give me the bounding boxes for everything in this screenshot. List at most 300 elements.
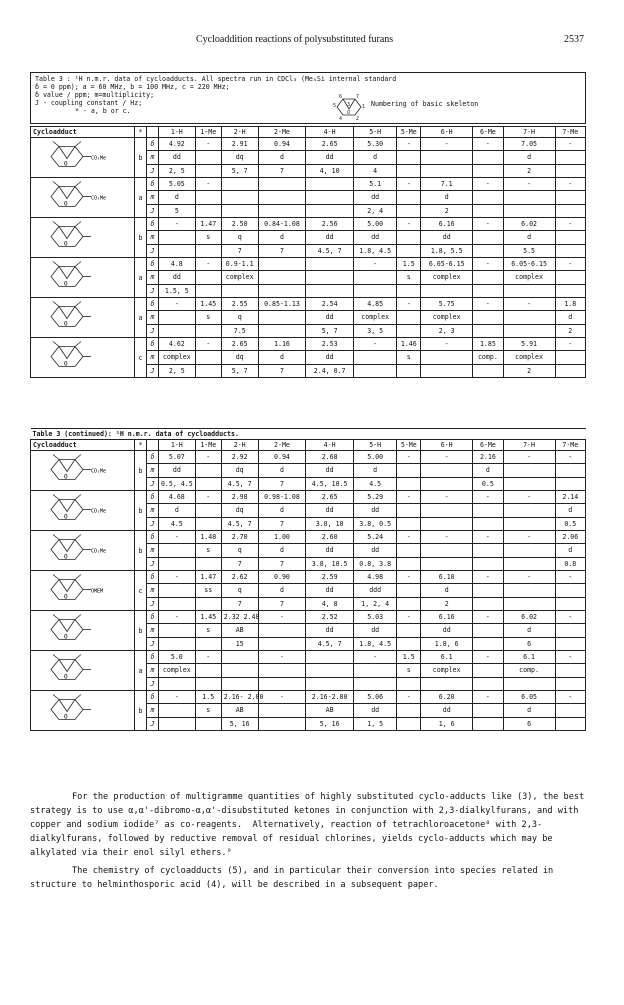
parameter-symbol: J xyxy=(146,477,158,490)
table-cell xyxy=(158,584,195,597)
table-cell: - xyxy=(353,651,396,664)
table-cell: - xyxy=(503,531,555,544)
caption-line: J - coupling constant / Hz; xyxy=(35,99,143,107)
table-cell xyxy=(473,677,503,690)
column-header xyxy=(146,127,158,138)
cycloadduct-structure-icon xyxy=(31,691,125,728)
table-cell xyxy=(353,664,396,677)
table-cell: 2.16 xyxy=(473,451,503,464)
table-cell: 4.5, 10.5 xyxy=(306,477,354,490)
column-header: 6-Me xyxy=(473,127,503,138)
table-cell: 0.85-1.13 xyxy=(258,298,306,311)
table-cell xyxy=(555,244,585,257)
table-cell: q xyxy=(221,311,258,324)
table-cell: 0.8, 3.8 xyxy=(353,557,396,570)
table-cell: dd xyxy=(421,231,473,244)
table-cell xyxy=(555,351,585,364)
field-strength-cell: a xyxy=(135,651,147,691)
table-cell: 7.05 xyxy=(503,138,555,151)
parameter-symbol: J xyxy=(146,164,158,177)
table-cell: dd xyxy=(306,584,354,597)
table-cell: 3.8, 10.5 xyxy=(306,557,354,570)
parameter-symbol: J xyxy=(146,517,158,530)
parameter-symbol: J xyxy=(146,557,158,570)
table-cell: - xyxy=(555,651,585,664)
table-cell: 2.65 xyxy=(306,491,354,504)
table-cell: - xyxy=(397,451,421,464)
column-header: 4-H xyxy=(306,127,354,138)
table-cell: dd xyxy=(306,151,354,164)
table-cell: complex xyxy=(421,271,473,284)
table-cell xyxy=(421,557,473,570)
table-cell xyxy=(195,244,221,257)
parameter-symbol: δ xyxy=(146,138,158,151)
table-row xyxy=(31,338,586,351)
table-cell xyxy=(503,284,555,297)
table-cell: 7 xyxy=(258,364,306,377)
table-row xyxy=(31,178,586,191)
table-cell xyxy=(421,164,473,177)
table-cell xyxy=(195,517,221,530)
table-cell: 2 xyxy=(555,324,585,337)
table-cell: d xyxy=(158,191,195,204)
table-cell: 1.16 xyxy=(258,338,306,351)
caption-line: * - a, b or c. xyxy=(75,107,131,115)
table-cell: 5, 16 xyxy=(221,717,258,730)
table-cell: 4 xyxy=(353,164,396,177)
table-cell xyxy=(306,258,354,271)
table-cell xyxy=(306,677,354,690)
table-cell xyxy=(306,191,354,204)
substituent-label: CO₂Me xyxy=(91,195,107,202)
table-cell xyxy=(397,677,421,690)
table-cell: - xyxy=(397,218,421,231)
column-header: * xyxy=(135,440,147,451)
table-cell: 1, 2, 4 xyxy=(353,597,396,610)
table-cell: dd xyxy=(353,624,396,637)
skeleton-atom: O xyxy=(347,110,351,116)
table-cell: 7 xyxy=(221,244,258,257)
table-cell: ss xyxy=(195,584,221,597)
table-cell: 4, 8 xyxy=(306,597,354,610)
table-cell: q xyxy=(221,544,258,557)
table-cell: 5, 7 xyxy=(306,324,354,337)
table-cell xyxy=(555,164,585,177)
table-cell: 4.5, 7 xyxy=(306,244,354,257)
table-cell xyxy=(555,204,585,217)
column-header: 6-H xyxy=(421,440,473,451)
table-cell: - xyxy=(258,651,306,664)
parameter-symbol: δ xyxy=(146,258,158,271)
table-cell: 5.91 xyxy=(503,338,555,351)
table-cell xyxy=(503,584,555,597)
table-cell: 0.90 xyxy=(258,571,306,584)
cycloadduct-structure-icon xyxy=(31,298,125,335)
table-cell: - xyxy=(397,298,421,311)
table-cell: 2, 3 xyxy=(421,324,473,337)
skeleton-number: 2 xyxy=(356,116,360,122)
table-cell xyxy=(397,244,421,257)
structure-cell xyxy=(31,178,135,218)
table-cell: 7.1 xyxy=(421,178,473,191)
table-cell: 6.05 xyxy=(503,691,555,704)
table-cell: 5 xyxy=(158,204,195,217)
column-header: 1-Me xyxy=(195,127,221,138)
structure-cell xyxy=(31,138,135,178)
table-cell: d xyxy=(353,151,396,164)
table-cell xyxy=(421,504,473,517)
table-cell: 3.8, 10 xyxy=(306,517,354,530)
table-cell xyxy=(195,204,221,217)
table-cell xyxy=(503,477,555,490)
table-cell xyxy=(258,178,306,191)
table-cell: - xyxy=(503,571,555,584)
column-header: 5-H xyxy=(353,440,396,451)
table-cell xyxy=(421,517,473,530)
table-cell xyxy=(195,324,221,337)
table-cell xyxy=(473,557,503,570)
structure-cell xyxy=(31,218,135,258)
table-cell xyxy=(473,204,503,217)
table-cell: 7 xyxy=(258,244,306,257)
table-row xyxy=(31,258,586,271)
table-cell: - xyxy=(473,298,503,311)
table-cell: 5, 7 xyxy=(221,164,258,177)
table-cell xyxy=(503,677,555,690)
table-cell: 4.5 xyxy=(158,517,195,530)
table-cell: 5.00 xyxy=(353,451,396,464)
table-cell xyxy=(555,271,585,284)
oxygen-label: O xyxy=(64,713,68,721)
table-cell xyxy=(503,517,555,530)
table-cell: - xyxy=(195,258,221,271)
table-cell: 4.98 xyxy=(353,571,396,584)
parameter-symbol: δ xyxy=(146,691,158,704)
table-cell xyxy=(195,677,221,690)
table-cell: dd xyxy=(306,504,354,517)
parameter-symbol: δ xyxy=(146,651,158,664)
table-cell: 6 xyxy=(503,637,555,650)
oxygen-label: O xyxy=(64,513,68,521)
parameter-symbol: δ xyxy=(146,451,158,464)
table-cell: 2.14 xyxy=(555,491,585,504)
table-cell: d xyxy=(503,704,555,717)
table-cell: dd xyxy=(353,191,396,204)
table-cell: dd xyxy=(306,624,354,637)
table-cell xyxy=(158,624,195,637)
table-cell: complex xyxy=(221,271,258,284)
table-cell: 4.92 xyxy=(158,138,195,151)
table-cell xyxy=(503,464,555,477)
table-cell xyxy=(158,231,195,244)
parameter-symbol: δ xyxy=(146,611,158,624)
table-cell xyxy=(555,597,585,610)
table-cell xyxy=(555,677,585,690)
table-cell: - xyxy=(473,571,503,584)
table-cell: 0.9-1.1 xyxy=(221,258,258,271)
table-cell xyxy=(397,464,421,477)
structure-cell xyxy=(31,298,135,338)
page-header xyxy=(36,34,584,48)
table-cell: 1.8, 6 xyxy=(421,637,473,650)
table-cell: s xyxy=(195,624,221,637)
table-cell: 2.56 xyxy=(306,218,354,231)
table-cell: 3, 5 xyxy=(353,324,396,337)
substituent-label: CO₂Me xyxy=(91,468,107,475)
table-cell: - xyxy=(473,611,503,624)
oxygen-label: O xyxy=(64,320,68,328)
table-cell: - xyxy=(158,218,195,231)
table-cell xyxy=(473,324,503,337)
table-cell xyxy=(258,204,306,217)
table-cell xyxy=(158,324,195,337)
table-cell: 1.00 xyxy=(258,531,306,544)
table-cell xyxy=(397,311,421,324)
table-cell: 2.06 xyxy=(555,531,585,544)
table-cell xyxy=(221,664,258,677)
table-cell: AB xyxy=(221,704,258,717)
nmr-table xyxy=(30,126,586,378)
parameter-symbol: J xyxy=(146,717,158,730)
table-cell xyxy=(473,517,503,530)
field-strength-cell: b xyxy=(135,531,147,571)
column-header: 6-Me xyxy=(473,440,503,451)
table-cell: 6.02 xyxy=(503,611,555,624)
table-cell: q xyxy=(221,231,258,244)
table-cell: - xyxy=(353,338,396,351)
table-cell: 6.05-6.15 xyxy=(421,258,473,271)
table-cell: - xyxy=(397,571,421,584)
table-cell xyxy=(397,191,421,204)
table-cell: AB xyxy=(221,624,258,637)
table-cell: dq xyxy=(221,464,258,477)
table-cell xyxy=(258,191,306,204)
skeleton-number: 1 xyxy=(362,104,366,110)
caption-line: δ = 0 ppm); a = 60 MHz, b = 100 MHz, c = 220 MHz; xyxy=(35,83,230,91)
table-cell: - xyxy=(421,138,473,151)
table-cell: d xyxy=(555,504,585,517)
table-cell: dq xyxy=(221,151,258,164)
table-cell: d xyxy=(258,351,306,364)
table-cell: 1.8 xyxy=(555,298,585,311)
cycloadduct-structure-icon xyxy=(31,611,125,648)
table-cell xyxy=(421,151,473,164)
table-cell: 7.5 xyxy=(221,324,258,337)
structure-cell xyxy=(31,691,135,731)
table-cell: dd xyxy=(158,151,195,164)
table-cell xyxy=(306,651,354,664)
cycloadduct-structure-icon xyxy=(31,258,125,295)
structure-cell xyxy=(31,571,135,611)
table-cell xyxy=(473,244,503,257)
table-cell: 1.8, 4.5 xyxy=(353,637,396,650)
oxygen-label: O xyxy=(64,553,68,561)
parameter-symbol: J xyxy=(146,364,158,377)
parameter-symbol: m xyxy=(146,624,158,637)
caption-line: δ value / ppm; m=multiplicity; xyxy=(35,91,155,99)
table-cell: d xyxy=(503,624,555,637)
column-header: 1-Me xyxy=(195,440,221,451)
table-cell: - xyxy=(195,451,221,464)
table-cell: d xyxy=(158,504,195,517)
table-cell: s xyxy=(397,351,421,364)
table-cell: dd xyxy=(421,704,473,717)
column-header: 2-H xyxy=(221,127,258,138)
parameter-symbol: δ xyxy=(146,298,158,311)
table-cell xyxy=(473,704,503,717)
table-cell xyxy=(221,204,258,217)
table-cell: - xyxy=(397,138,421,151)
table-cell xyxy=(473,311,503,324)
table-cell: 1.45 xyxy=(195,298,221,311)
table-cell xyxy=(397,477,421,490)
table-row xyxy=(31,451,586,464)
table-cell xyxy=(195,164,221,177)
substituent-label: CO₂Me xyxy=(91,548,107,555)
table-cell xyxy=(555,624,585,637)
table-cell xyxy=(221,191,258,204)
table-cell xyxy=(306,271,354,284)
table-cell: d xyxy=(421,584,473,597)
table-cell: 1.5 xyxy=(397,258,421,271)
table-cell: - xyxy=(195,338,221,351)
oxygen-label: O xyxy=(64,360,68,368)
parameter-symbol: m xyxy=(146,664,158,677)
parameter-symbol: m xyxy=(146,351,158,364)
table-cell: 0.94 xyxy=(258,138,306,151)
oxygen-label: O xyxy=(64,633,68,641)
table-cell: d xyxy=(555,544,585,557)
table-cell xyxy=(221,651,258,664)
column-header: 5-Me xyxy=(397,127,421,138)
skeleton-label: Numbering of basic skeleton xyxy=(371,100,479,108)
field-strength-cell: a xyxy=(135,298,147,338)
table-cell xyxy=(397,584,421,597)
table-cell xyxy=(555,664,585,677)
table-cell: - xyxy=(158,571,195,584)
substituent-label: OMEM xyxy=(91,588,104,595)
table-cell xyxy=(397,597,421,610)
table-cell: 7 xyxy=(258,164,306,177)
table-cell: - xyxy=(421,451,473,464)
table-cell xyxy=(397,637,421,650)
table-cell: dd xyxy=(353,504,396,517)
oxygen-label: O xyxy=(64,593,68,601)
table-cell xyxy=(473,504,503,517)
table-cell xyxy=(258,624,306,637)
table-cell: AB xyxy=(306,704,354,717)
table-cell: 5.30 xyxy=(353,138,396,151)
table-cell: - xyxy=(258,611,306,624)
field-strength-cell: c xyxy=(135,571,147,611)
table-cell: - xyxy=(555,258,585,271)
parameter-symbol: m xyxy=(146,311,158,324)
table-cell: 3.8, 0.5 xyxy=(353,517,396,530)
table-cell: - xyxy=(473,491,503,504)
table-cell: 2.16-2.80 xyxy=(306,691,354,704)
parameter-symbol: J xyxy=(146,677,158,690)
table-cell xyxy=(397,284,421,297)
table-row xyxy=(31,298,586,311)
table-cell: 2.91 xyxy=(221,138,258,151)
page-number: 2537 xyxy=(564,34,584,45)
table-cell: 2.54 xyxy=(306,298,354,311)
table-cell xyxy=(555,231,585,244)
table-cell xyxy=(221,284,258,297)
table-cell xyxy=(555,717,585,730)
table-cell xyxy=(555,364,585,377)
column-header: 7-Me xyxy=(555,440,585,451)
table-cell: 4.62 xyxy=(158,338,195,351)
table-cell: - xyxy=(397,491,421,504)
column-header: 1-H xyxy=(158,440,195,451)
cycloadduct-structure-icon xyxy=(31,651,125,688)
table-cell: 1.5 xyxy=(195,691,221,704)
table-cell: dq xyxy=(221,504,258,517)
table-cell: 2, 4 xyxy=(353,204,396,217)
table-cell xyxy=(397,557,421,570)
table-cell: 6 xyxy=(503,717,555,730)
structure-cell xyxy=(31,338,135,378)
table-cell xyxy=(353,351,396,364)
skeleton-number: 3 xyxy=(347,102,351,108)
table-cell: - xyxy=(555,338,585,351)
parameter-symbol: J xyxy=(146,284,158,297)
field-strength-cell: b xyxy=(135,138,147,178)
table-row xyxy=(31,491,586,504)
table-cell: d xyxy=(353,464,396,477)
table-cell: 6.1 xyxy=(421,651,473,664)
table-cell xyxy=(503,597,555,610)
table-cell: 6.10 xyxy=(421,571,473,584)
table-cell xyxy=(421,284,473,297)
table-cell xyxy=(421,477,473,490)
table-cell: 5.5 xyxy=(503,244,555,257)
table-cell: - xyxy=(397,691,421,704)
table-cell xyxy=(195,504,221,517)
table-cell: 5.00 xyxy=(353,218,396,231)
table-cell: 5.03 xyxy=(353,611,396,624)
table-cell: s xyxy=(195,231,221,244)
table-cell: d xyxy=(258,151,306,164)
table-cell: - xyxy=(503,178,555,191)
table-cell xyxy=(555,151,585,164)
table-cell: - xyxy=(353,258,396,271)
paragraph: For the production of multigramme quantities of highly substituted cyclo-adducts like (3), the best strategy is to use α,α'-dibromo-α,α'-disubstituted ketones in conjunction with 2,3-dialkylfurans, and with copper and sodium iodide⁷ as co-reagents. Alternatively, reaction of tetrachloroacetone⁸ with 2,3-dialkylfurans, followed by reductive removal of residual chlorines, yields cyclo-adducts which may be alkylated via their enol silyl ethers.⁹ xyxy=(30,792,590,858)
table-cell: 2.65 xyxy=(221,338,258,351)
table-cell: - xyxy=(555,691,585,704)
table-cell: 0.84-1.08 xyxy=(258,218,306,231)
table-cell: 2 xyxy=(421,204,473,217)
table-cell: 2.4, 0.7 xyxy=(306,364,354,377)
table-cell: d xyxy=(503,151,555,164)
table-cell xyxy=(158,311,195,324)
table-cell: 1.8, 4.5 xyxy=(353,244,396,257)
oxygen-label: O xyxy=(64,673,68,681)
table-cell xyxy=(397,704,421,717)
table-cell: 0.5, 4.5 xyxy=(158,477,195,490)
substituent-label: CO₂Me xyxy=(91,508,107,515)
table-cell: d xyxy=(258,464,306,477)
table-cell xyxy=(503,557,555,570)
table-cell: - xyxy=(555,451,585,464)
table-cell: d xyxy=(258,231,306,244)
parameter-symbol: δ xyxy=(146,178,158,191)
table-cell xyxy=(421,464,473,477)
table-cell: 6.05-6.15 xyxy=(503,258,555,271)
table-cell: - xyxy=(195,651,221,664)
table-cell: s xyxy=(195,544,221,557)
